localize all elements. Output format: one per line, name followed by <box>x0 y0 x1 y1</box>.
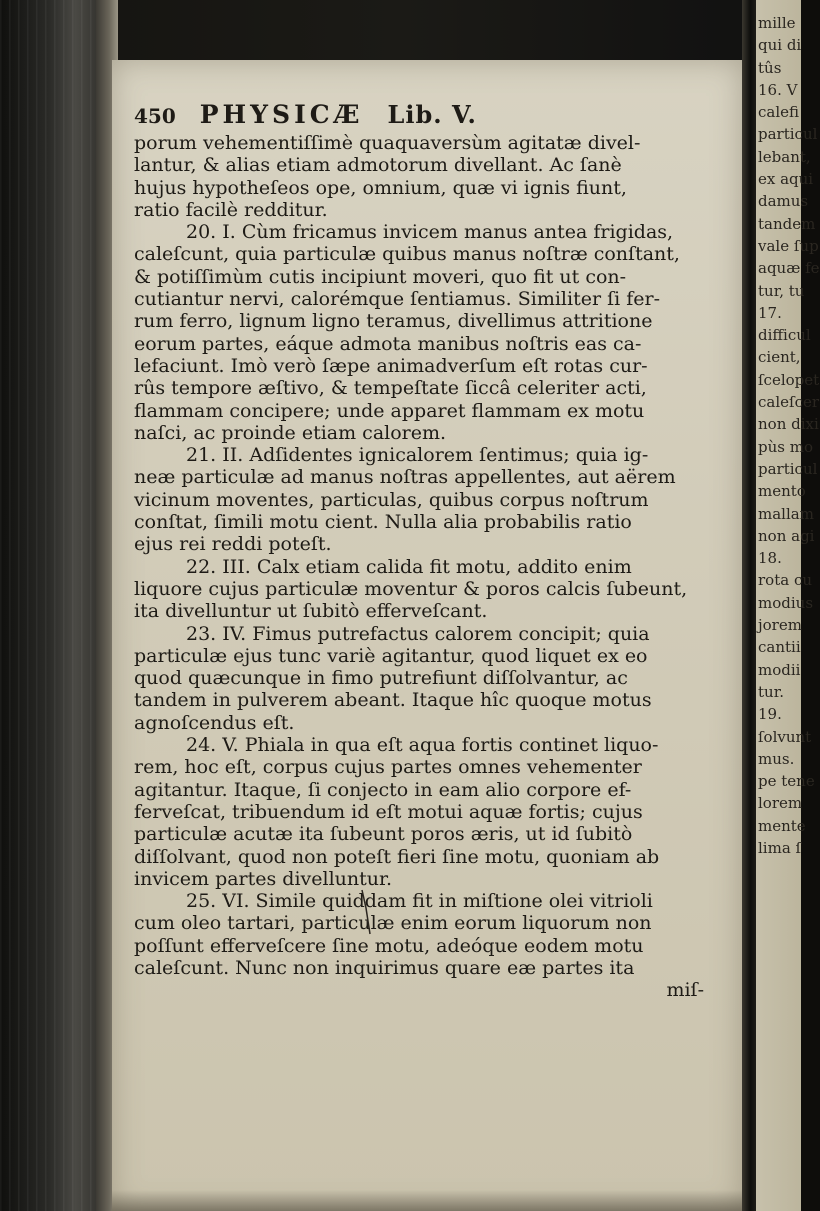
facing-page-line: pùs mo <box>758 437 813 456</box>
facing-page-line: pe tene <box>758 772 815 791</box>
left-book-edge <box>0 0 108 1211</box>
text-line: caleſcunt. Nunc non inquirimus quare eæ partes ita <box>134 956 635 979</box>
text-line: poſſunt efferveſcere ſine motu, adeóque eodem motu <box>134 934 644 957</box>
text-line: conſtat, ſimili motu cient. Nulla alia probabilis ratio <box>134 511 632 534</box>
text-line: eorum partes, eáque admota manibus noſtris eas ca- <box>134 332 642 355</box>
text-line: agnoſcendus eſt. <box>134 711 295 734</box>
running-head <box>134 100 734 129</box>
facing-page-line: aquæ fe <box>758 259 820 278</box>
facing-page-line: non dixi <box>758 415 819 434</box>
facing-page-line: vale ſup <box>758 236 819 255</box>
text-line: 25. VI. Simile quiddam fit in miſtione olei vitrioli <box>186 890 653 913</box>
facing-page-line: 17. <box>758 303 782 322</box>
text-line: lefaciunt. Imò verò ſæpe animadverſum eſt rotas cur- <box>134 354 648 377</box>
text-line: vicinum moventes, particulas, quibus corpus noſtrum <box>134 488 649 511</box>
facing-page-text <box>758 12 818 859</box>
text-line: caleſcunt, quia particulæ quibus manus noſtræ conſtant, <box>134 243 680 266</box>
facing-page-line: jorem <box>758 616 802 635</box>
text-body <box>134 132 734 979</box>
facing-page-line: tandem <box>758 214 816 233</box>
text-line: particulæ acutæ ita ſubeunt poros æris, ut id ſubitò <box>134 823 633 846</box>
facing-page-line: tur, tu <box>758 281 805 300</box>
facing-page-line: mallam <box>758 504 814 523</box>
text-line: hujus hypotheſeos ope, omnium, quæ vi ignis fiunt, <box>134 176 627 199</box>
facing-page-line: ſcelopet <box>758 370 820 389</box>
facing-page-line: ex aqui <box>758 170 814 189</box>
facing-page-line: mille <box>758 14 796 32</box>
facing-page-line: ſolvunt <box>758 727 812 746</box>
facing-page-line: rota cu <box>758 571 813 590</box>
facing-page-line: 18. <box>758 549 782 568</box>
text-line: tandem in pulverem abeant. Itaque hîc quoque motus <box>134 689 652 712</box>
facing-page-line: particul <box>758 125 818 144</box>
main-page <box>112 60 742 1211</box>
text-line: ratio facilè redditur. <box>134 198 328 221</box>
facing-page <box>756 0 820 1211</box>
text-line: 23. IV. Fimus putrefactus calorem concipit; quia <box>186 622 650 645</box>
text-line: & potiſſimùm cutis incipiunt moveri, quo fit ut con- <box>134 265 627 288</box>
text-line: cutiantur nervi, calorémque ſentiamus. Similiter ſi fer- <box>134 288 661 311</box>
text-line: agitantur. Itaque, ſi conjecto in eam alio corpore ef- <box>134 778 632 801</box>
facing-page-line: qui di <box>758 36 802 55</box>
facing-page-line: particul <box>758 459 818 478</box>
pencil-mark <box>360 888 372 936</box>
facing-page-line: cantii <box>758 638 801 657</box>
text-line: flammam concipere; unde apparet flammam ex motu <box>134 399 645 422</box>
facing-page-line: calefi <box>758 103 800 122</box>
text-line: rem, hoc eſt, corpus cujus partes omnes vehementer <box>134 756 642 779</box>
text-line: 24. V. Phiala in qua eſt aqua fortis continet liquo- <box>186 734 659 757</box>
book-title: PHYSICÆ <box>199 100 364 129</box>
text-line: porum vehementiſſimè quaquaversùm agitatæ divel- <box>134 132 641 154</box>
text-line: liquore cujus particulæ moventur & poros calcis ſubeunt, <box>134 577 688 600</box>
facing-page-line: lima ſ <box>758 838 802 857</box>
text-line: rûs tempore æſtivo, & tempeſtate ſiccâ celeriter acti, <box>134 377 647 400</box>
text-line: 22. III. Calx etiam calida fit motu, addito enim <box>186 555 632 578</box>
page-text <box>134 100 734 1002</box>
facing-page-line: damus <box>758 192 809 211</box>
text-line: quod quæcunque in fimo putrefiunt diſſolvantur, ac <box>134 667 628 690</box>
text-line: invicem partes divelluntur. <box>134 867 393 890</box>
catchword: miſ- <box>666 979 704 1002</box>
facing-page-line: mente <box>758 816 806 835</box>
facing-page-line: mento <box>758 482 806 501</box>
facing-page-line: lebant, <box>758 147 811 166</box>
text-line: cum oleo tartari, particulæ enim eorum liquorum non <box>134 912 652 935</box>
book-gutter <box>742 0 756 1211</box>
text-line: ita divelluntur ut ſubitò efferveſcant. <box>134 600 488 623</box>
text-line: rum ferro, lignum ligno teramus, divellimus attritione <box>134 310 653 333</box>
facing-page-line: caleſcer <box>758 393 820 412</box>
page-number: 450 <box>134 104 176 128</box>
text-line: ejus rei reddi poteſt. <box>134 533 332 556</box>
text-line: 21. II. Adſidentes ignicalorem ſentimus; quia ig- <box>186 444 649 467</box>
text-line: ferveſcat, tribuendum id eſt motui aquæ fortis; cujus <box>134 800 643 823</box>
facing-page-line: mus. <box>758 749 795 768</box>
facing-page-line: tûs <box>758 58 782 77</box>
facing-page-line: lorem <box>758 794 803 813</box>
text-line: diſſolvant, quod non poteſt fieri ſine motu, quoniam ab <box>134 845 660 868</box>
page-bottom-shadow <box>112 1190 742 1211</box>
text-line: lantur, & alias etiam admotorum divellant. Ac ſanè <box>134 154 622 177</box>
facing-page-line: 19. <box>758 705 782 724</box>
text-line: 20. I. Cùm fricamus invicem manus antea frigidas, <box>186 221 674 244</box>
facing-page-line: non agi <box>758 526 815 545</box>
text-line: neæ particulæ ad manus noſtras appellentes, aut aërem <box>134 466 676 489</box>
text-line: naſci, ac proinde etiam calorem. <box>134 421 447 444</box>
facing-page-line: 16. V <box>758 80 798 99</box>
facing-page-line: difficul <box>758 326 811 345</box>
facing-page-line: modii <box>758 660 801 679</box>
book-part: Lib. V. <box>387 100 477 129</box>
facing-page-line: modius <box>758 593 814 612</box>
facing-page-line: cient, <box>758 348 801 367</box>
facing-page-line: tur. <box>758 682 784 701</box>
text-line: particulæ ejus tunc variè agitantur, quod liquet ex eo <box>134 644 648 667</box>
